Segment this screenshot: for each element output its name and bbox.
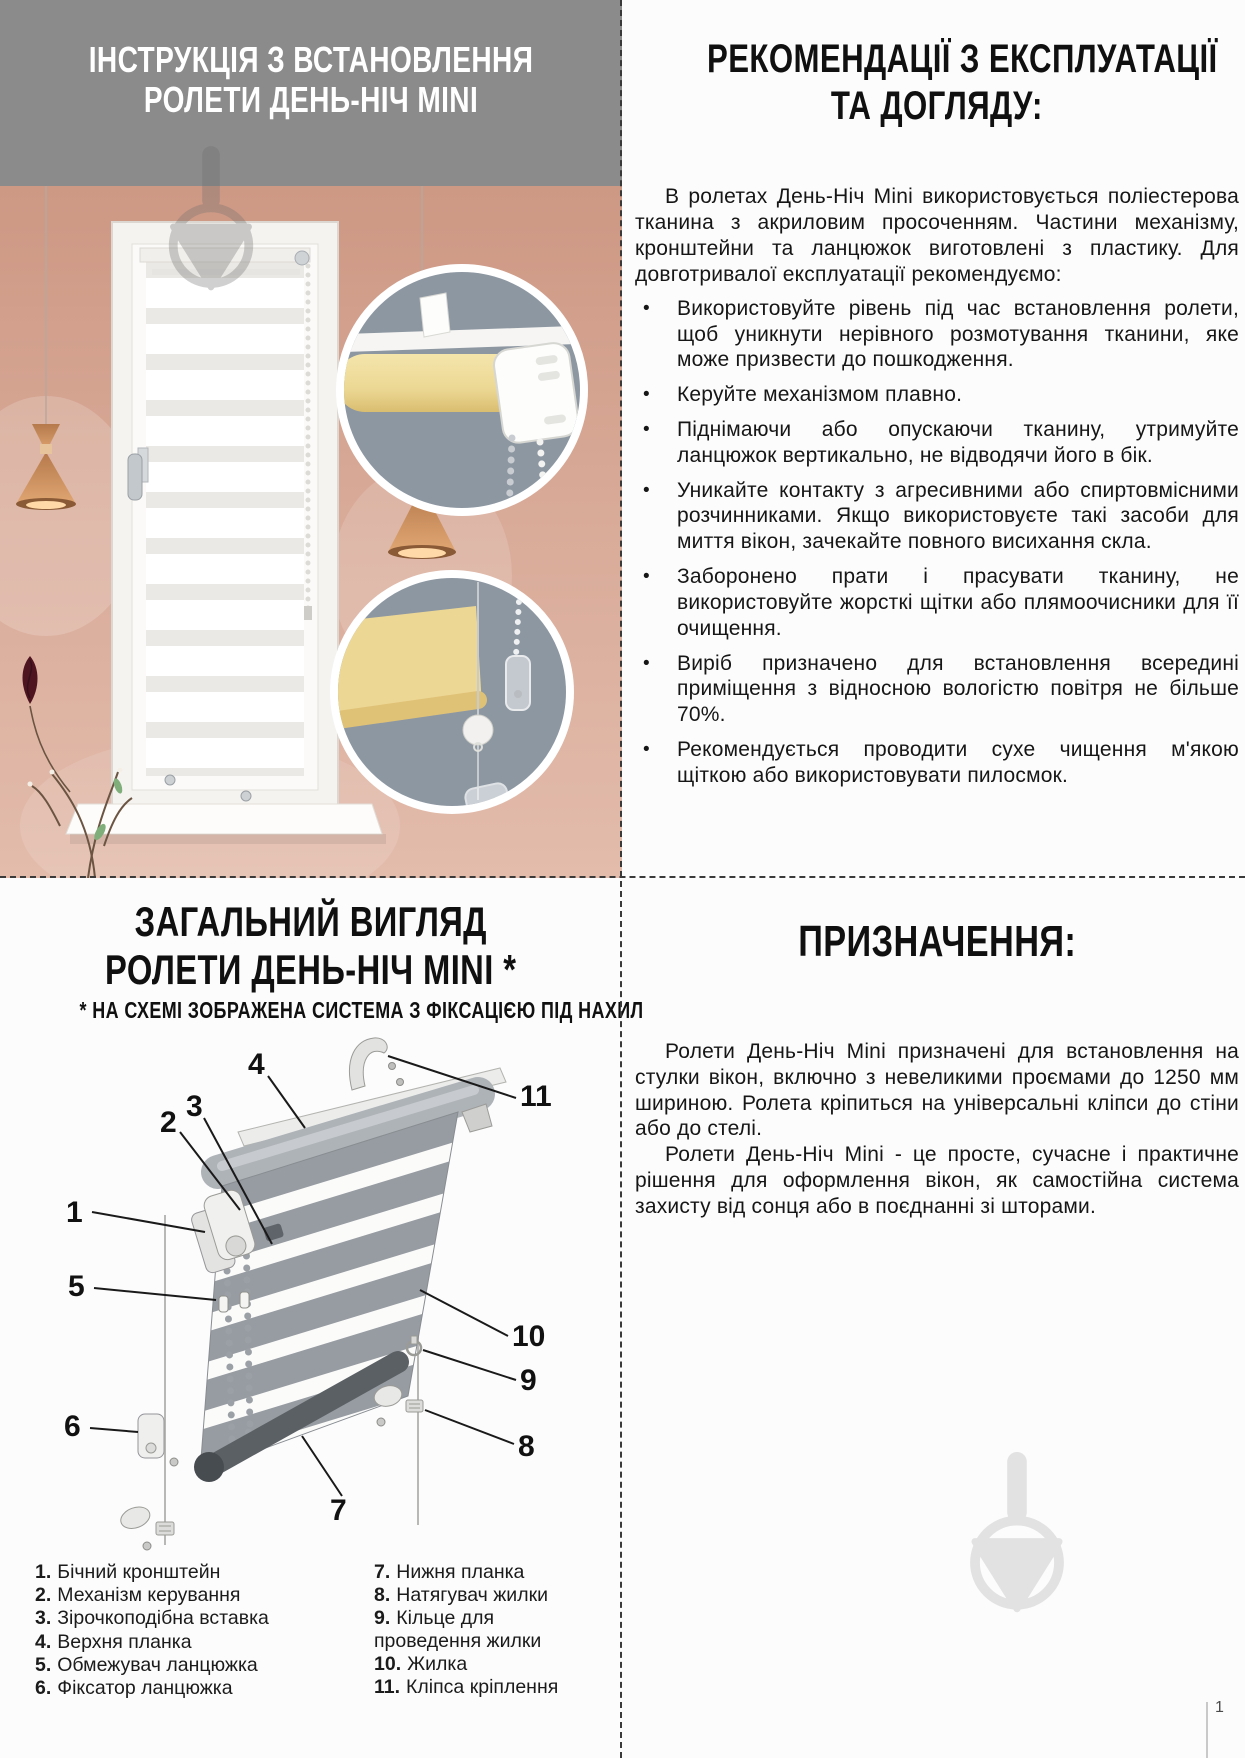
care-bullet-1: • Використовуйте рівень під час встановлення ролети, щоб уникнути нерівного розмотування тканини, яке може призвести до пошкодження. — [635, 296, 1239, 373]
bullet-dot-icon: • — [643, 566, 650, 588]
legend-item-5: 5. Обмежувач ланцюжка — [35, 1653, 258, 1676]
legend-item-3: 3. Зірочкоподібна вставка — [35, 1607, 269, 1630]
day-night-blind-fabric — [146, 258, 304, 776]
purpose-section — [622, 877, 1245, 1758]
care-bullet-4: • Уникайте контакту з агресивними або спиртовмісними розчинниками. Якщо використовуєте такі засоби для миття вікон, зачекайте повного висихання скла. — [635, 478, 1239, 555]
legend-item-9: 9. Кільце для проведення жилки — [374, 1607, 542, 1652]
control-mechanism — [492, 341, 580, 445]
purpose-paragraph-1: Ролети День-Ніч Mini призначені для встановлення на стулки вікон, включно з невеликими проємами до 1250 мм шириною. Ролета кріпиться на універсальні кліпси до стіни або до стелі. — [635, 1040, 1239, 1141]
care-bullet-2: • Керуйте механізмом плавно. — [635, 382, 1239, 408]
diagram-note: * НА СХЕМІ ЗОБРАЖЕНА СИСТЕМА З ФІКСАЦІЄЮ ПІД НАХИЛ — [79, 997, 644, 1023]
chain-limiter — [219, 1296, 228, 1312]
callout-7: 7 — [330, 1494, 347, 1527]
callout-1: 1 — [66, 1196, 83, 1229]
page-number-rule — [1206, 1702, 1208, 1758]
legend-item-4: 4. Верхня планка — [35, 1630, 192, 1653]
bullet-dot-icon: • — [643, 419, 650, 440]
window-sill — [66, 804, 382, 834]
brand-watermark-icon — [148, 146, 274, 310]
bullet-dot-icon: • — [643, 384, 650, 406]
callout-8: 8 — [518, 1430, 535, 1463]
install-title-band — [0, 0, 622, 186]
care-heading — [635, 36, 1239, 130]
purpose-paragraph-2: Ролети День-Ніч Mini - це просте, сучасне і практичне рішення для оформлення вікон, як самостійна система захисту від сонця або в поєднанні зі шторами. — [635, 1143, 1239, 1218]
callout-11: 11 — [520, 1080, 552, 1113]
callout-10: 10 — [512, 1320, 546, 1353]
legend-item-1: 1. Бічний кронштейн — [35, 1561, 221, 1583]
window-handle — [128, 454, 142, 500]
care-bullet-7: • Рекомендується проводити сухе чищення м'якою щіткою або використовувати пилосмок. — [635, 737, 1239, 789]
legend-item-2: 2. Механізм керування — [35, 1584, 241, 1607]
bullet-dot-icon: • — [643, 652, 650, 674]
callout-5: 5 — [68, 1270, 85, 1303]
care-heading-line1: РЕКОМЕНДАЦІЇ З ЕКСПЛУАТАЦІЇ — [706, 37, 1218, 81]
callout-3: 3 — [186, 1090, 203, 1123]
inset-tensioner-closeup — [334, 574, 570, 816]
window-with-blind — [66, 222, 386, 844]
general-view-heading-line2: РОЛЕТИ ДЕНЬ-НІЧ MINI * — [105, 945, 517, 993]
legend-item-7: 7. Нижня планка — [374, 1561, 525, 1583]
callout-2: 2 — [160, 1106, 177, 1139]
care-bullet-3: • Піднімаючи або опускаючи тканину, утримуйте ланцюжок вертикально, не відводячи його в бік. — [635, 417, 1239, 469]
page-number: 1 — [1215, 1699, 1224, 1716]
legend-item-6: 6. Фіксатор ланцюжка — [35, 1677, 233, 1700]
care-heading-line2: ТА ДОГЛЯДУ: — [831, 84, 1043, 129]
bullet-dot-icon: • — [643, 479, 650, 501]
callout-4: 4 — [248, 1048, 265, 1081]
legend-item-11: 11. Кліпса кріплення — [374, 1676, 559, 1699]
roller-blind-room-photo — [0, 186, 622, 878]
blind-bracket — [295, 251, 309, 265]
purpose-heading: ПРИЗНАЧЕННЯ: — [797, 917, 1077, 966]
exploded-diagram — [0, 1030, 622, 1575]
install-title-line2: РОЛЕТИ ДЕНЬ-НІЧ MINI — [143, 79, 479, 121]
vertical-divider — [620, 0, 622, 1758]
bullet-dot-icon: • — [643, 739, 650, 761]
callout-6: 6 — [64, 1410, 81, 1443]
callout-9: 9 — [520, 1364, 537, 1397]
parts-legend-right — [374, 1561, 598, 1699]
care-bullet-5: • Заборонено прати і прасувати тканину, не використовуйте жорсткі щітки або плямоочисники для її очищення. — [635, 564, 1239, 641]
brand-watermark-icon — [947, 1452, 1087, 1634]
care-recommendations-section — [622, 0, 1245, 877]
general-view-heading-line1: ЗАГАЛЬНИЙ ВИГЛЯД — [134, 898, 488, 945]
care-intro-paragraph: В ролетах День-Ніч Mini використовується поліестерова тканина з акриловим просоченням. Частини механізму, кронштейни та ланцюжок виготовлені з пластику. Для довготривалої експлуатації рекомендуємо: — [635, 185, 1239, 286]
install-title-line1: ІНСТРУКЦІЯ З ВСТАНОВЛЕННЯ — [88, 39, 534, 80]
horizontal-divider — [0, 876, 1245, 878]
bullet-dot-icon: • — [643, 297, 650, 319]
care-bullet-6: • Виріб призначено для встановлення всередині приміщення з відносною вологістю повітря не більше 70%. — [635, 651, 1239, 728]
legend-item-8: 8. Натягувач жилки — [374, 1584, 548, 1607]
parts-legend-left — [35, 1561, 327, 1700]
general-view-heading — [0, 898, 622, 994]
cord-tensioner — [506, 656, 530, 710]
legend-item-10: 10. Жилка — [374, 1652, 468, 1675]
mounting-clip — [349, 1038, 387, 1090]
